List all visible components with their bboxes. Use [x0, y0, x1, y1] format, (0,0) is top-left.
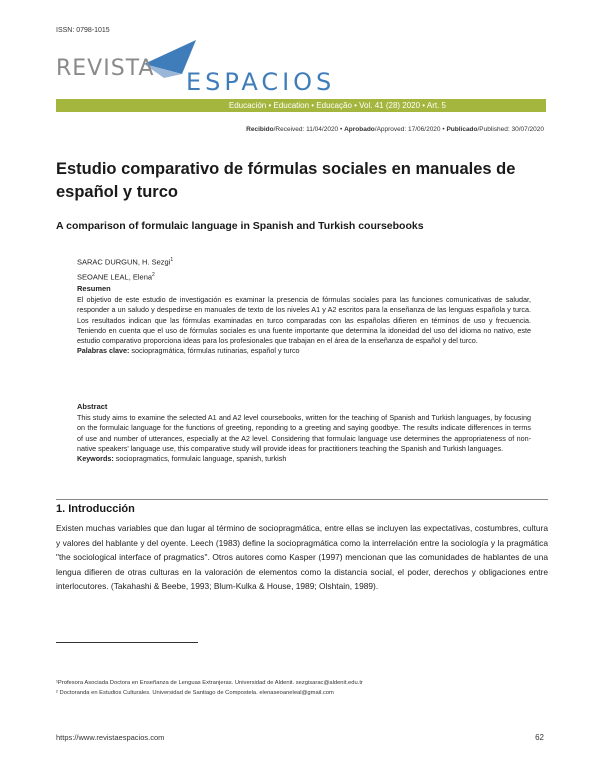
- article-title: Estudio comparativo de fórmulas sociales en manuales de español y turco: [56, 160, 516, 201]
- resumen-heading: Resumen: [77, 284, 111, 293]
- footnote-1: ¹Profesora Asociada Doctora en Enseñanza de Lenguas Extranjeras. Universidad de Aldenit. sezgisarac@aldenit.edu.tr: [56, 680, 363, 686]
- abstract-text: This study aims to examine the selected A1 and A2 level coursebooks, written for the teaching of Spanish and Turkish languages, by focusing on the formulaic language for the functions of greeting, reponding to a greeting and saying goodbye. The results indicate differences in terms of use and number of utterances, especially at the A2 level. Considering that formulaic language use determines the appropriateness of non-native speakers' language use, this comparative study will provide ideas for practitioners teaching the Spanish and Turkish languages.: [77, 413, 531, 453]
- author-2-footnote-ref[interactable]: 2: [152, 271, 155, 278]
- approved-label: Aprobado: [344, 126, 375, 133]
- footer-url-link[interactable]: https://www.revistaespacios.com: [56, 733, 165, 742]
- resumen-block: [77, 284, 531, 356]
- article-subtitle: A comparison of formulaic language in Spanish and Turkish coursebooks: [56, 220, 424, 232]
- abstract-heading: Abstract: [77, 402, 108, 411]
- introduccion-paragraph: Existen muchas variables que dan lugar al término de sociopragmática, entre ellas se incluyen las expectativas, costumbres, cultura y valores del hablante y del oyente. Leech (1983) define la sociopragmática como la interrelación entre la sociología y la pragmática "the sociological interface of pragmatics". Otros autores como Kasper (1997) mencionan que las comunidades de hablantes de una lengua difieren de otras culturas en la valoración de elementos como la distancia social, el poder, derechos y obligaciones entre interlocutores. (Takahashi & Beebe, 1993; Blum-Kulka & House, 1989; Olshtain, 1989).: [56, 523, 548, 592]
- abstract-keywords: Keywords: sociopragmatics, formulaic language, spanish, turkish: [77, 454, 287, 464]
- section-divider: [56, 499, 548, 500]
- published-date: /Published: 30/07/2020: [477, 126, 544, 133]
- approved-date: /Approved: 17/06/2020 •: [374, 126, 447, 133]
- resumen-keywords: Palabras clave: sociopragmática, fórmulas rutinarias, español y turco: [77, 346, 300, 356]
- issue-banner: Educación • Education • Educação • Vol. 41 (28) 2020 • Art. 5: [56, 99, 546, 112]
- published-label: Publicado: [446, 126, 478, 133]
- author-1: SARAC DURGUN, H. Sezgi$^1$: [77, 257, 174, 267]
- logo-revista: REVISTA: [56, 56, 155, 81]
- page-number: 62: [535, 733, 544, 742]
- author-2: SEOANE LEAL, Elena$^2$: [77, 271, 155, 281]
- issn: ISSN: 0798-1015: [56, 27, 110, 34]
- footnote-divider: [56, 642, 198, 643]
- author-list: [77, 254, 173, 283]
- resumen-text: El objetivo de este estudio de investigación es examinar la presencia de fórmulas sociales para las funciones comunicativas de saludar, responder a un saludo y despedirse en manuales de texto de los niveles A1 y A2 escritos para la enseñanza de las lenguas española y turca. Los resultados indican que las fórmulas examinadas en turco comparadas con las españolas difieren en términos de uso y frecuencia. Teniendo en cuenta que el uso de fórmulas sociales es una fuente importante que determina la idoneidad del uso del idioma no nativo, este estudio comparativo proporciona ideas para los profesionales que trabajan en el área de la enseñanza de español y del turco.: [77, 295, 531, 346]
- footnotes: [56, 678, 548, 698]
- received-label: Recibido: [246, 126, 274, 133]
- journal-logo: [56, 38, 346, 98]
- author-1-footnote-ref[interactable]: 1: [170, 257, 174, 263]
- publication-dates: [246, 126, 544, 133]
- abstract-block: [77, 402, 531, 464]
- logo-espacios: ESPACIOS: [186, 68, 336, 96]
- footnote-2: ² Doctoranda en Estudios Culturales. Universidad de Santiago de Compostela. elenaseoaneleal@gmail.com: [56, 690, 334, 696]
- received-date: /Received: 11/04/2020 •: [273, 126, 345, 133]
- section-title-introduccion: 1. Introducción: [56, 503, 135, 515]
